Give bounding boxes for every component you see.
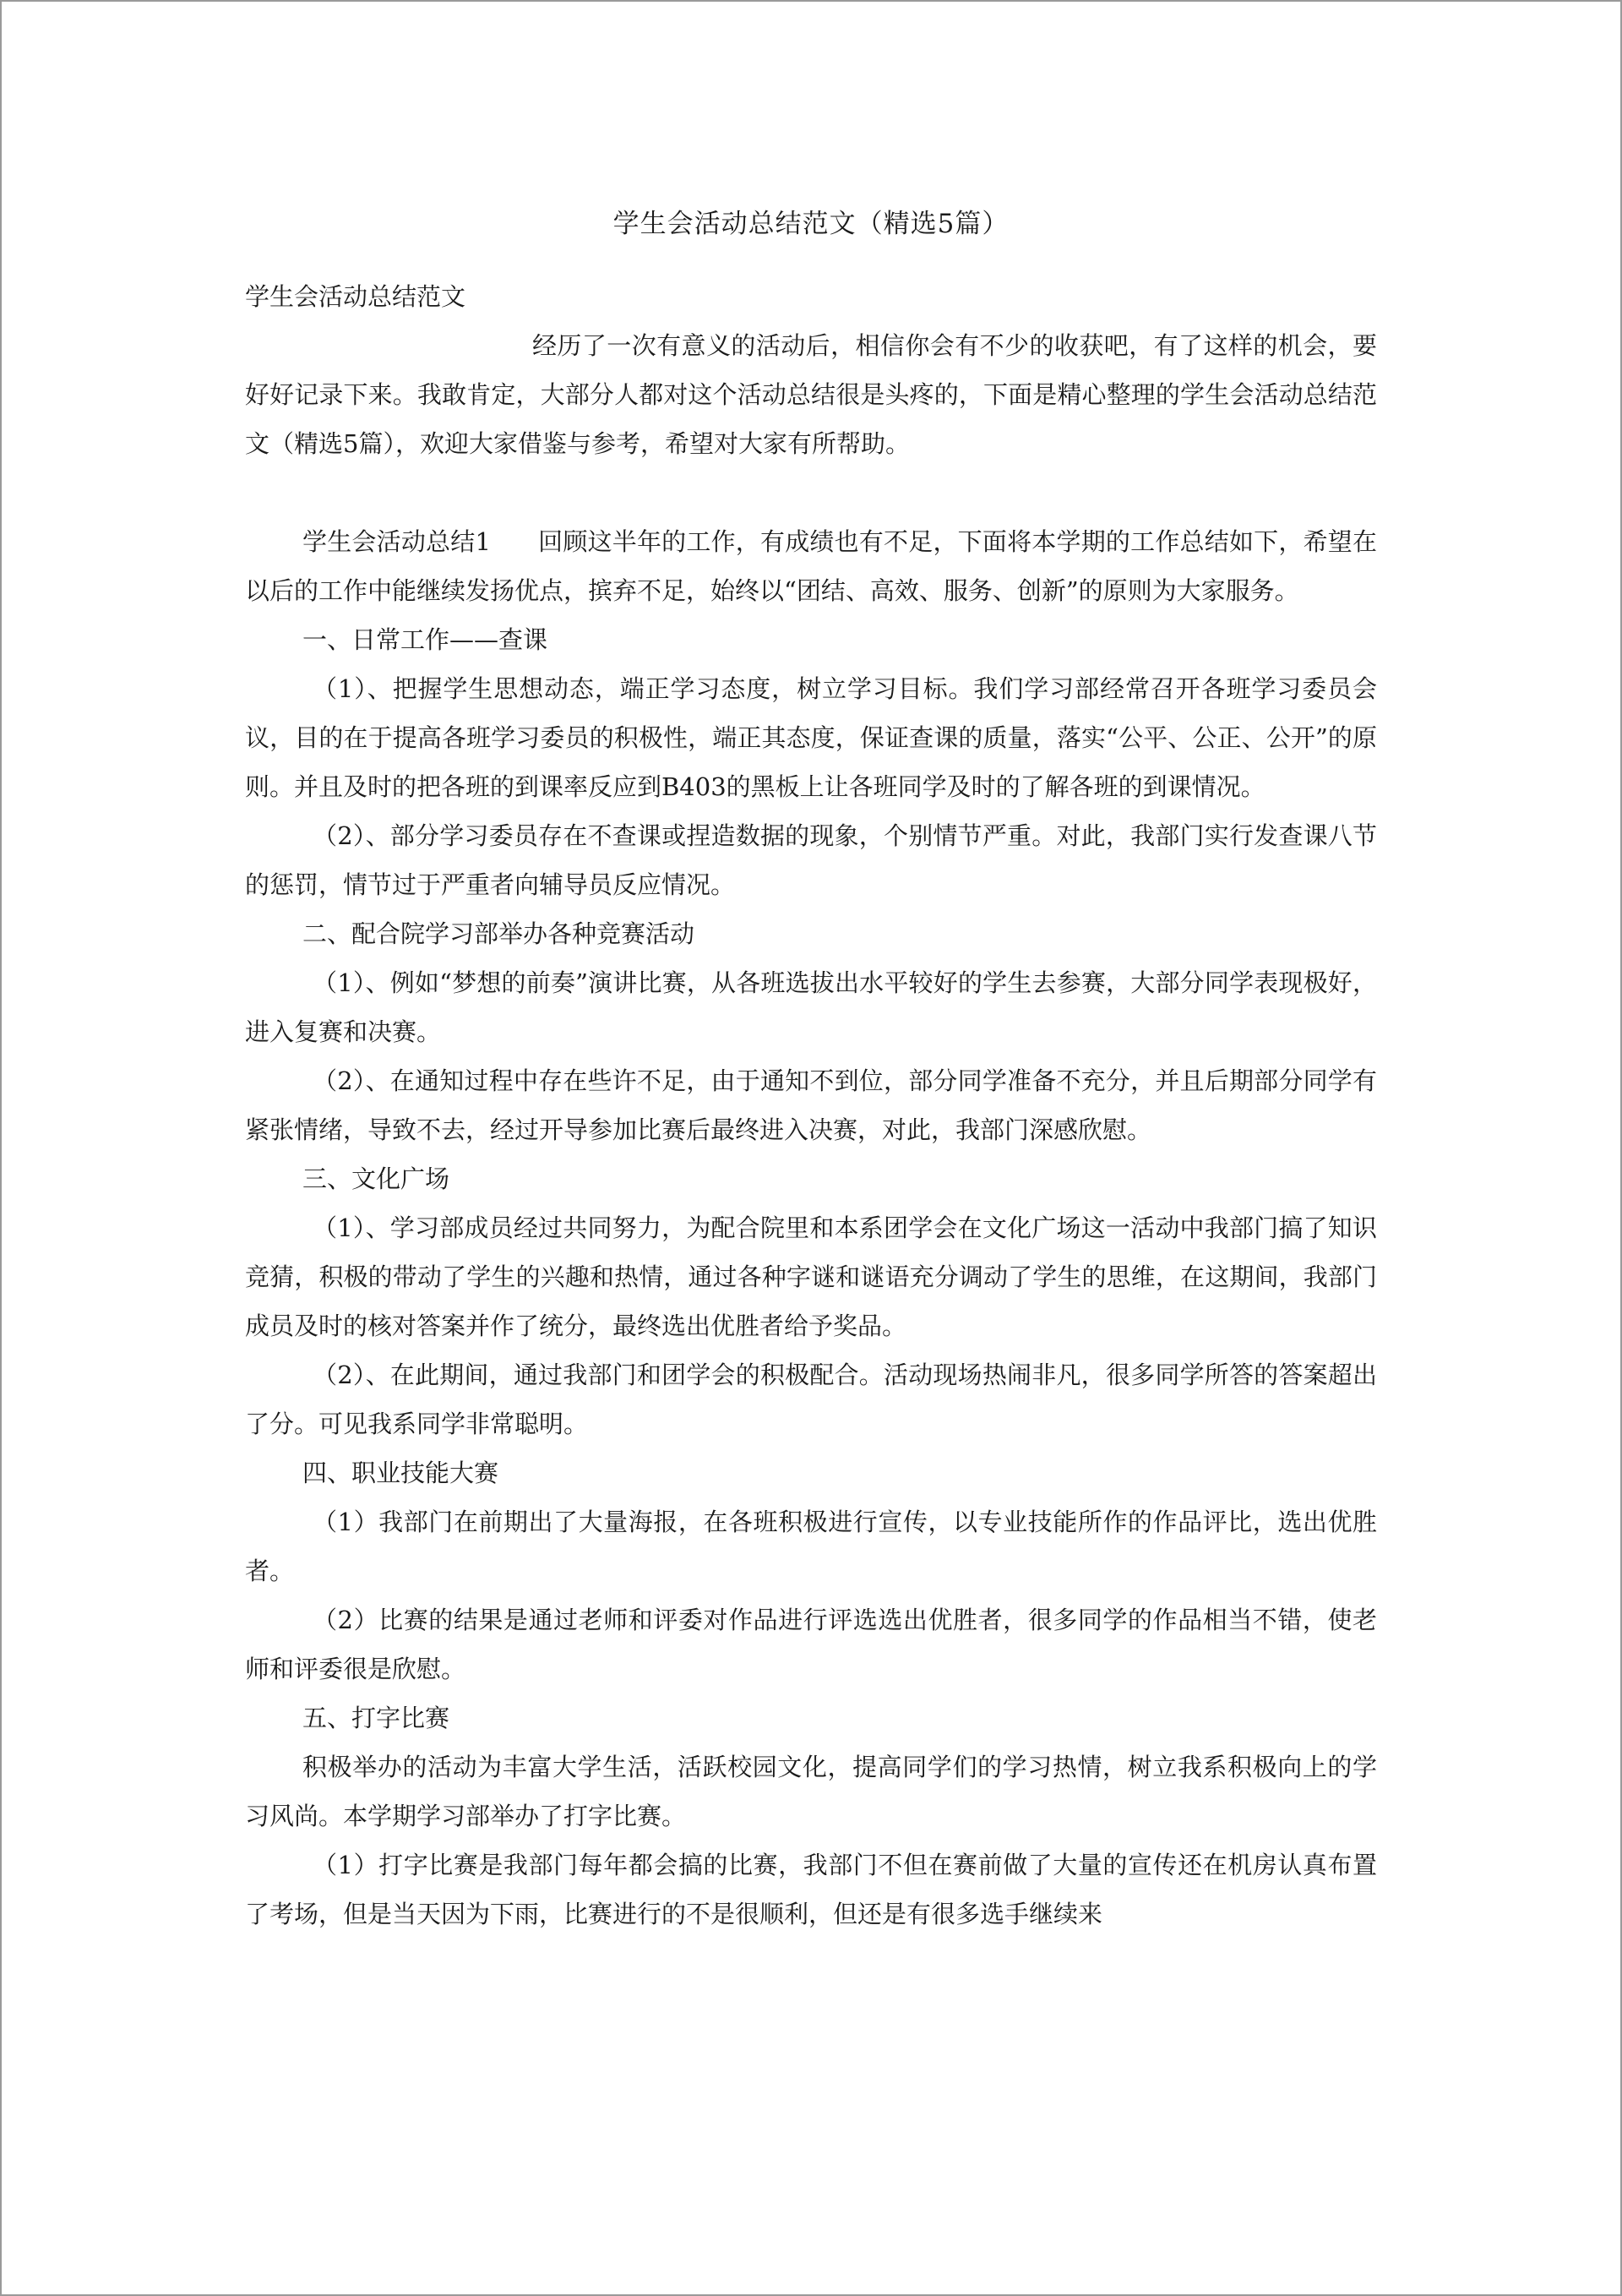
- paragraph: （1）、把握学生思想动态，端正学习态度，树立学习目标。我们学习部经常召开各班学习委员会议，目的在于提高各班学习委员的积极性，端正其态度，保证查课的质量，落实“公平、公正、公开”的原则。并且及时的把各班的到课率反应到B403的黑板上让各班同学及时的了解各班的到课情况。: [245, 674, 1377, 801]
- section-1-label: 学生会活动总结1: [302, 527, 491, 556]
- paragraph: 一、日常工作——查课: [302, 625, 548, 654]
- paragraph: 积极举办的活动为丰富大学生活，活跃校园文化，提高同学们的学习热情，树立我系积极向上的学习风尚。本学期学习部举办了打字比赛。: [245, 1753, 1377, 1830]
- paragraph: （1）打字比赛是我部门每年都会搞的比赛，我部门不但在赛前做了大量的宣传还在机房认真布置了考场，但是当天因为下雨，比赛进行的不是很顺利，但还是有很多选手继续来: [245, 1851, 1377, 1928]
- paragraph: （2）、部分学习委员存在不查课或捏造数据的现象，个别情节严重。对此，我部门实行发查课八节的惩罚，情节过于严重者向辅导员反应情况。: [245, 821, 1377, 899]
- document-subtitle: 学生会活动总结范文: [245, 282, 466, 311]
- paragraph: 三、文化广场: [302, 1164, 450, 1193]
- document-title: 学生会活动总结范文（精选5篇）: [612, 209, 1010, 239]
- paragraph-gap: [245, 468, 1377, 517]
- intro-paragraph: 经历了一次有意义的活动后，相信你会有不少的收获吧，有了这样的机会，要好好记录下来。我敢肯定，大部分人都对这个活动总结很是头疼的，下面是精心整理的学生会活动总结范文（精选5篇），欢迎大家借鉴与参考，希望对大家有所帮助。: [245, 331, 1377, 458]
- paragraph: （1）我部门在前期出了大量海报，在各班积极进行宣传，以专业技能所作的作品评比，选出优胜者。: [245, 1508, 1377, 1585]
- paragraph: （2）、在此期间，通过我部门和团学会的积极配合。活动现场热闹非凡，很多同学所答的答案超出了分。可见我系同学非常聪明。: [245, 1361, 1377, 1438]
- paragraph: 二、配合院学习部举办各种竞赛活动: [302, 919, 695, 948]
- paragraph: 五、打字比赛: [302, 1704, 450, 1732]
- document-body: [245, 199, 1377, 1939]
- paragraph: 四、职业技能大赛: [302, 1459, 499, 1487]
- paragraph: （1）、例如“梦想的前奏”演讲比赛，从各班选拔出水平较好的学生去参赛，大部分同学表现极好，进入复赛和决赛。: [245, 968, 1377, 1046]
- section-1-lead-text: 回顾这半年的工作，有成绩也有不足，下面将本学期的工作总结如下，希望在以后的工作中能继续发扬优点，摈弃不足，始终以“团结、高效、服务、创新”的原则为大家服务。: [245, 527, 1377, 605]
- paragraph: （2）比赛的结果是通过老师和评委对作品进行评选选出优胜者，很多同学的作品相当不错，使老师和评委很是欣慰。: [245, 1606, 1377, 1683]
- paragraph: （1）、学习部成员经过共同努力，为配合院里和本系团学会在文化广场这一活动中我部门搞了知识竞猜，积极的带动了学生的兴趣和热情，通过各种字谜和谜语充分调动了学生的思维，在这期间，我部门成员及时的核对答案并作了统分，最终选出优胜者给予奖品。: [245, 1213, 1377, 1340]
- paragraph: （2）、在通知过程中存在些许不足，由于通知不到位，部分同学准备不充分，并且后期部分同学有紧张情绪，导致不去，经过开导参加比赛后最终进入决赛，对此，我部门深感欣慰。: [245, 1066, 1377, 1144]
- section-1-lead: [245, 517, 1377, 615]
